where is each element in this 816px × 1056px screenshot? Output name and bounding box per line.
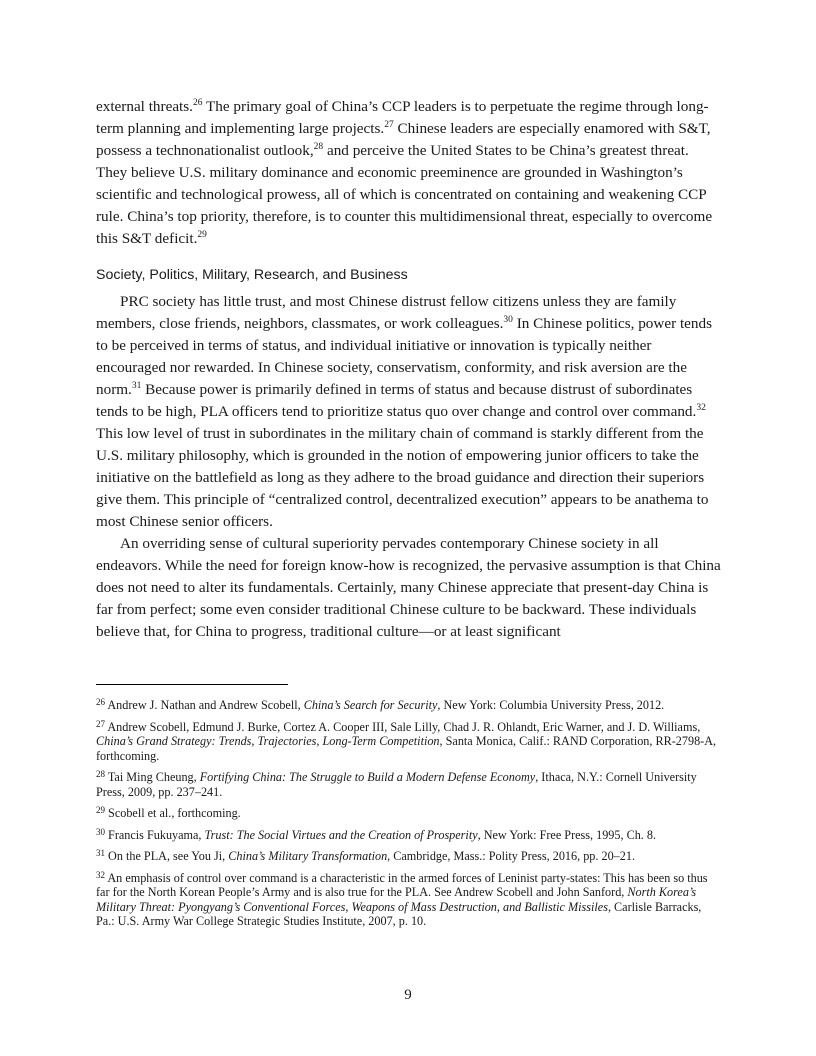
footnote-title: North Korea’s Military Threat: Pyongyang’s Conventional Forces, Weapons of Mass Destruction, and Ballistic Missiles (96, 885, 697, 914)
footnote-text: Francis Fukuyama, (108, 827, 205, 842)
paragraph-society (96, 291, 722, 533)
paragraph-culture: An overriding sense of cultural superiority pervades contemporary Chinese society in all endeavors. While the need for foreign know-how is recognized, the pervasive assumption is that China does not need to alter its fundamentals. Certainly, many Chinese appreciate that present-day China is far from perfect; some even consider traditional Chinese culture to be backward. These individuals believe that, for China to progress, traditional culture—or at least significant (96, 535, 721, 640)
page-number: 9 (404, 987, 412, 1003)
body-section (96, 291, 722, 643)
section-heading: Society, Politics, Military, Research, and Business (96, 267, 408, 283)
text-run: external threats. (96, 98, 193, 115)
text-run: In Chinese politics, power tends to be perceived in terms of status, and individual initiative or innovation is typically neither encouraged nor rewarded. In Chinese society, conservatism, conformity, and risk aversion are the norm. (96, 315, 713, 398)
footnote-text: , Carlisle Barracks, Pa.: U.S. Army War College Strategic Studies Institute, 2007, p. 10. (96, 899, 702, 928)
footnote-number: 26 (96, 697, 105, 707)
footnote-title: Fortifying China: The Struggle to Build a Modern Defense Economy (199, 770, 536, 784)
footnote-title: China’s Search for Security (303, 698, 438, 712)
footnote-ref-27[interactable]: 27 (384, 120, 394, 130)
text-run: and perceive the United States to be China’s greatest threat. They believe U.S. military dominance and economic preeminence are grounded in Washington’s scientific and technological prowess, all of which is concentrated on containing and weakening CCP rule. China’s top priority, therefore, is to counter this multidimensional threat, especially to overcome this S&T deficit. (96, 142, 713, 247)
footnote-ref-28[interactable]: 28 (313, 142, 324, 152)
text-run: Chinese leaders are especially enamored with S&T, possess a technonationalist outlook, (96, 120, 711, 159)
footnotes (96, 698, 722, 936)
footnote (96, 720, 722, 764)
footnote-text: Tai Ming Cheung, (107, 770, 200, 784)
footnote (96, 770, 722, 799)
text-run: The primary goal of China’s CCP leaders is to perpetuate the regime through long-term planning and implementing large projects. (96, 98, 709, 137)
footnote-text: Andrew Scobell, Edmund J. Burke, Cortez A. Cooper III, Sale Lilly, Chad J. R. Ohlandt, Eric Warner, and J. D. Williams, (107, 719, 701, 734)
footnote-text: , Cambridge, Mass.: Polity Press, 2016, pp. 20–21. (387, 849, 635, 863)
footnote-ref-29[interactable]: 29 (197, 230, 207, 240)
footnote-number: 30 (96, 826, 105, 837)
footnote (96, 806, 722, 821)
text-run: Because power is primarily defined in terms of status and because distrust of subordinates tends to be high, PLA officers tend to prioritize status quo over change and control over command. (96, 381, 697, 420)
footnote-title: Trust: The Social Virtues and the Creation of Prosperity (204, 827, 478, 842)
footnote-separator (96, 684, 288, 685)
footnote-ref-32[interactable]: 32 (696, 403, 706, 413)
footnote-ref-26[interactable]: 26 (192, 98, 203, 108)
footnote-title: China’s Military Transformation (228, 849, 388, 863)
body-paragraph-intro (96, 96, 722, 250)
footnote-text: , New York: Free Press, 1995, Ch. 8. (477, 827, 657, 842)
paragraph (96, 96, 722, 250)
footnote (96, 698, 722, 713)
footnote-text: On the PLA, see You Ji, (108, 849, 229, 863)
footnote-text: , Santa Monica, Calif.: RAND Corporation, RR-2798-A, forthcoming. (96, 734, 717, 763)
footnote-ref-31[interactable]: 31 (131, 381, 142, 391)
footnote-ref-30[interactable]: 30 (503, 315, 513, 325)
footnote (96, 828, 722, 843)
footnote-text: Scobell et al., forthcoming. (108, 806, 241, 820)
footnote (96, 871, 722, 929)
footnote-number: 28 (96, 769, 105, 779)
footnote (96, 849, 722, 864)
footnote-text: An emphasis of control over command is a characteristic in the armed forces of Leninist party-states: This has been so thus far for the North Korean People’s Army and is also true for the PLA. See Andrew Scobell and John Sanford, (96, 870, 708, 899)
footnote-text: Andrew J. Nathan and Andrew Scobell, (107, 698, 304, 712)
footnote-number: 29 (96, 805, 105, 815)
footnote-text: , Ithaca, N.Y.: Cornell University Press, 2009, pp. 237–241. (96, 770, 697, 799)
text-run: PRC society has little trust, and most Chinese distrust fellow citizens unless they are family members, close friends, neighbors, classmates, or work colleagues. (96, 293, 677, 332)
footnote-number: 31 (96, 848, 105, 858)
footnote-text: , New York: Columbia University Press, 2012. (437, 698, 665, 712)
footnote-number: 27 (96, 718, 105, 729)
text-run: This low level of trust in subordinates in the military chain of command is starkly different from the U.S. military philosophy, which is grounded in the notion of empowering junior officers to take the initiative on the battlefield as long as they adhere to the broad guidance and direction their superiors give them. This principle of “centralized control, decentralized execution” appears to be anathema to most Chinese senior officers. (96, 425, 709, 530)
footnote-title: China’s Grand Strategy: Trends, Trajectories, Long-Term Competition (96, 734, 440, 748)
footnote-number: 32 (96, 869, 105, 880)
